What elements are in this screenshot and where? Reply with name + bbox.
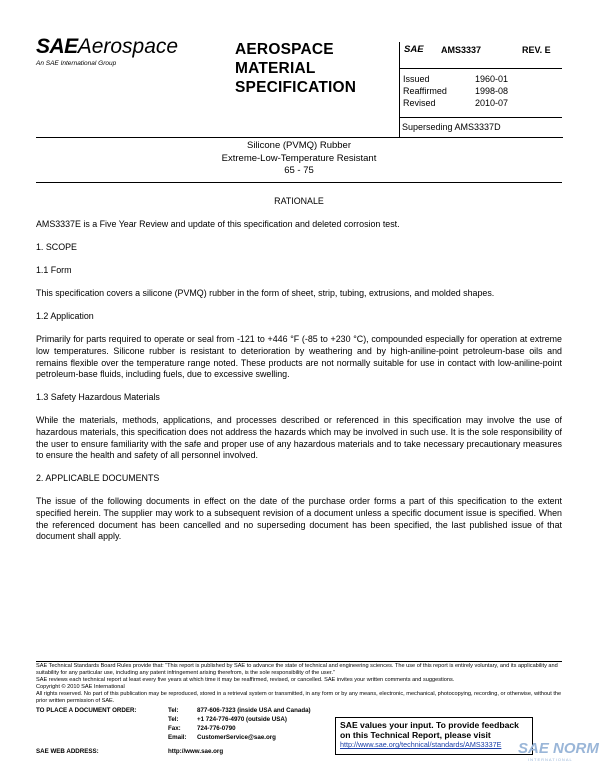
- feedback-box: [335, 717, 533, 755]
- contact-label: Tel:: [168, 707, 179, 714]
- contact-label: Tel:: [168, 716, 179, 723]
- web-address-link[interactable]: http://www.sae.org: [168, 748, 224, 755]
- section-1-2-text: Primarily for parts required to operate or seal from -121 to +446 °F (-85 to +230 °C), compounded especially for operation at extreme low temperatures. Silicone rubber is resistant to deterioration by weathering and by high-aniline-point petroleum-base oils and remains flexible over the temperature range noted. These products are not normally suitable for use in contact with low-aniline-point petroleum-base fluids, including fuels, due to excessive swelling.: [36, 334, 562, 380]
- section-1-3-text: While the materials, methods, applications, and processes described or referenced in this specification may involve the use of hazardous materials, this specification does not address the hazards which may be involved in such use. It is the sole responsibility of the user to ensure familiarity with the safe and proper use of any hazardous materials and to take necessary precautionary measures to ensure the health and safety of all personnel involved.: [36, 415, 562, 461]
- title-line-3: 65 - 75: [284, 165, 314, 176]
- contact-value: +1 724-776-4970 (outside USA): [197, 716, 287, 723]
- divider: [399, 68, 562, 69]
- footer-review-text: SAE reviews each technical report at least every five years at which time it may be reaffirmed, revised, or cancelled. SAE invites your written comments and suggestions.: [36, 677, 455, 683]
- section-1-2-heading: 1.2 Application: [36, 311, 94, 321]
- contact-value: 877-606-7323 (inside USA and Canada): [197, 707, 311, 714]
- section-1-heading: 1. SCOPE: [36, 242, 77, 252]
- contact-label: Email:: [168, 734, 187, 741]
- section-2-text: The issue of the following documents in effect on the date of the purchase order forms a part of this specification to the extent specified herein. The supplier may work to a subsequent revision of a document unless a specific document issue is specified. When the referenced document has been cancelled and no superseding document has been specified, the last published issue of that document shall apply.: [36, 496, 562, 542]
- feedback-line-2: on this Technical Report, please visit: [340, 730, 491, 741]
- footer-copyright: Copyright © 2010 SAE International: [36, 684, 125, 690]
- title-rule: [36, 182, 562, 183]
- date-label-revised: Revised: [403, 98, 436, 108]
- watermark-logo: SAE NORM: [518, 740, 599, 757]
- title-line-1: Silicone (PVMQ) Rubber: [246, 140, 351, 151]
- date-label-reaffirmed: Reaffirmed: [403, 86, 447, 96]
- date-value-issued: 1960-01: [475, 74, 509, 84]
- rationale-text: AMS3337E is a Five Year Review and update of this specification and deleted corrosion test.: [36, 219, 400, 229]
- revision: REV. E: [522, 45, 551, 55]
- section-1-1-heading: 1.1 Form: [36, 265, 72, 275]
- document-title: [36, 140, 562, 178]
- spec-title-line: MATERIAL: [235, 60, 316, 77]
- section-1-3-heading: 1.3 Safety Hazardous Materials: [36, 392, 160, 402]
- spec-title-line: SPECIFICATION: [235, 79, 357, 96]
- date-value-revised: 2010-07: [475, 98, 509, 108]
- title-line-2: Extreme-Low-Temperature Resistant: [221, 152, 377, 164]
- footer-rules-text: SAE Technical Standards Board Rules provide that: “This report is published by SAE to advance the state of technical and engineering sciences. The use of this report is entirely voluntary, and its applicability and suitability for any particular use, including any patent infringement arising therefrom, is the sole responsibility of the user.”: [36, 663, 558, 676]
- contact-value: 724-776-0790: [197, 725, 236, 732]
- spec-title-line: AEROSPACE: [235, 41, 334, 58]
- rationale-heading: RATIONALE: [274, 196, 324, 206]
- footer-rule: [36, 661, 562, 662]
- watermark-subtitle: INTERNATIONAL: [528, 757, 573, 762]
- contact-email-link[interactable]: CustomerService@sae.org: [197, 734, 276, 741]
- divider: [399, 117, 562, 118]
- date-value-reaffirmed: 1998-08: [475, 86, 509, 96]
- header-rule: [36, 137, 562, 138]
- doc-number: AMS3337: [441, 45, 482, 55]
- date-label-issued: Issued: [403, 74, 430, 84]
- logo-word: Aerospace: [77, 35, 179, 58]
- feedback-link[interactable]: http://www.sae.org/technical/standards/AMS3337E: [340, 740, 502, 750]
- footer-rights: All rights reserved. No part of this publication may be reproduced, stored in a retrieval system or transmitted, in any form or by any means, electronic, mechanical, photocopying, recording, or otherwise, without the prior written permission of SAE.: [36, 691, 562, 704]
- spec-title: [235, 40, 356, 97]
- logo-brand: SAE: [36, 35, 78, 58]
- feedback-line-1: SAE values your input. To provide feedback: [340, 720, 519, 730]
- contact-label: Fax:: [168, 725, 181, 732]
- section-2-heading: 2. APPLICABLE DOCUMENTS: [36, 473, 160, 483]
- superseding: Superseding AMS3337D: [402, 122, 501, 132]
- web-label: SAE WEB ADDRESS:: [36, 748, 99, 755]
- sae-aerospace-logo: [36, 36, 178, 58]
- sae-mark: SAE: [404, 44, 424, 55]
- section-1-1-text: This specification covers a silicone (PVMQ) rubber in the form of sheet, strip, tubing, extrusions, and molded shapes.: [36, 288, 495, 298]
- logo-subtitle: An SAE International Group: [36, 60, 117, 67]
- order-label: TO PLACE A DOCUMENT ORDER:: [36, 707, 137, 714]
